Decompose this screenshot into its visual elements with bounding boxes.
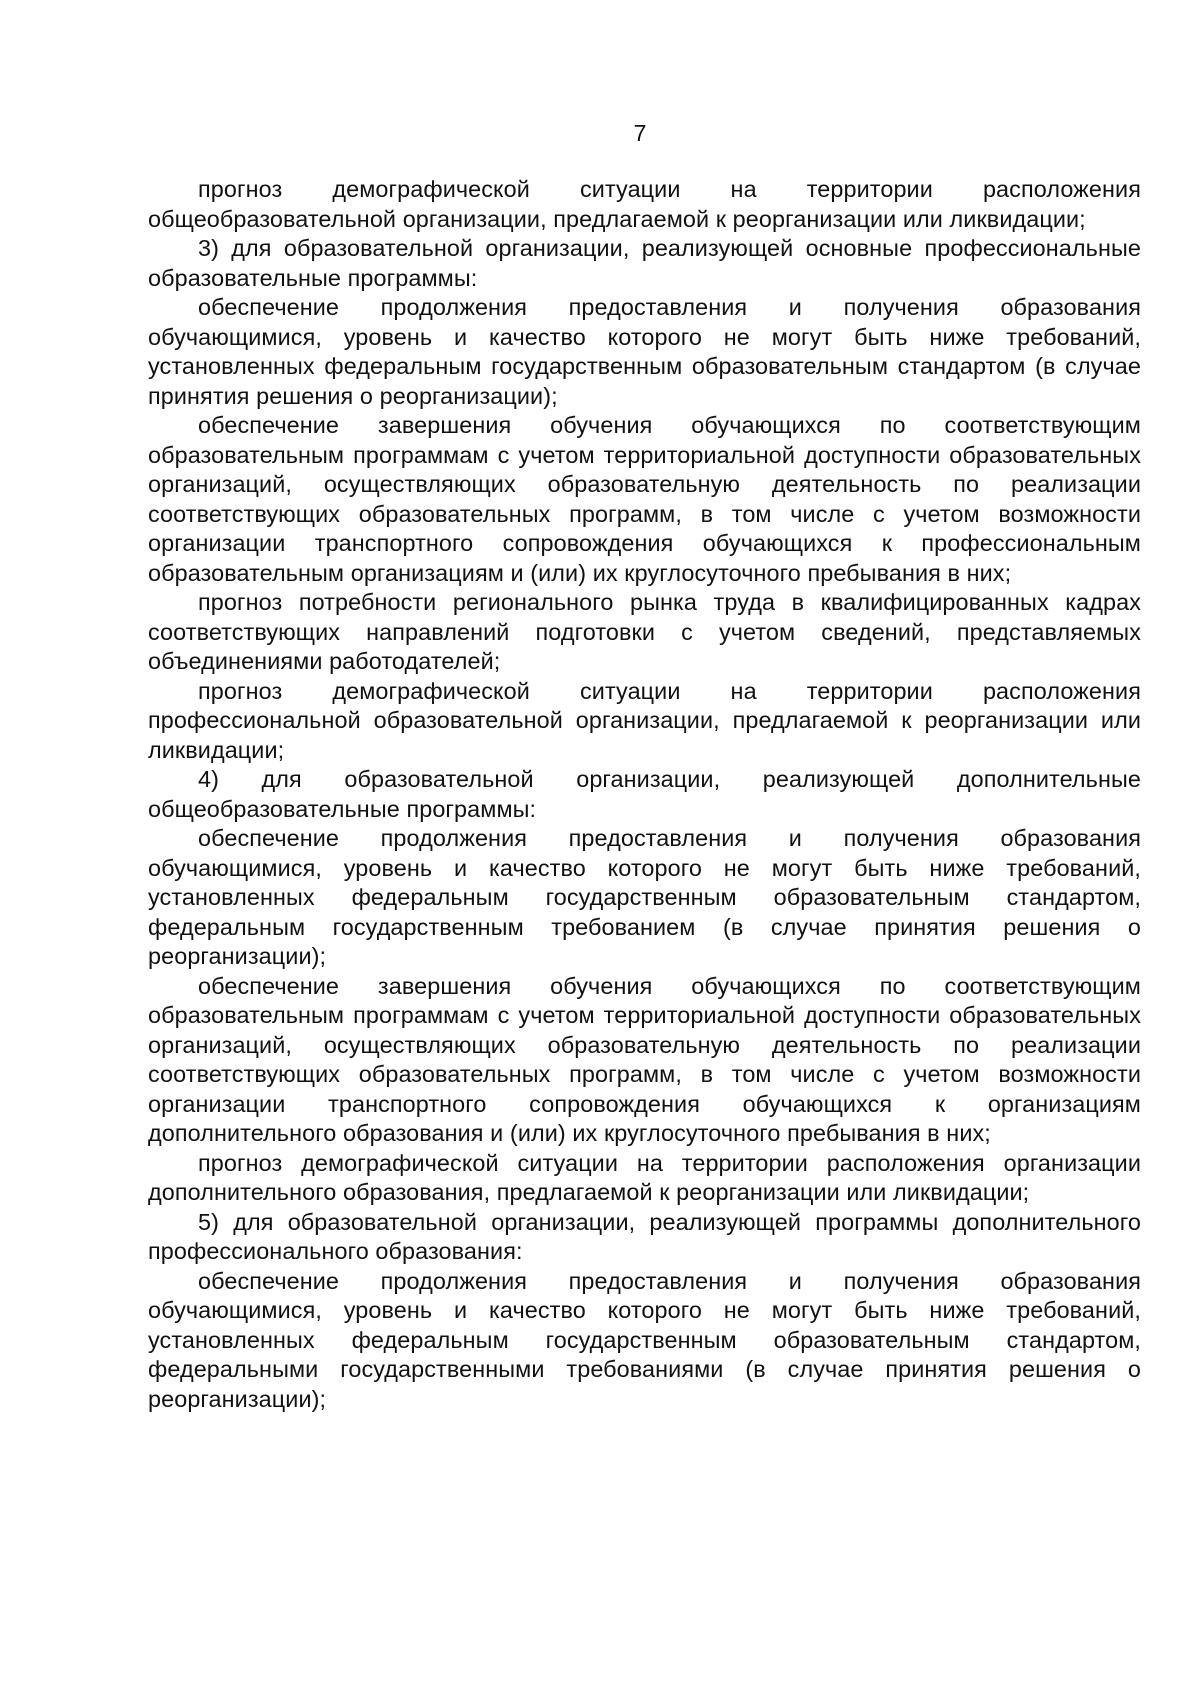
- paragraph: 5) для образовательной организации, реализующей программы дополнительного профессионального образования:: [148, 1208, 1141, 1264]
- paragraph: обеспечение завершения обучения обучающихся по соответствующим образовательным программам с учетом территориальной доступности образовательных организаций, осуществляющих образовательную деятельность по реализации соответствующих образовательных программ, в том числе с учетом возможности организации транспортного сопровождения обучающихся к профессиональным образовательным организациям и (или) их круглосуточного пребывания в них;: [148, 412, 1141, 586]
- document-body: [148, 175, 1141, 1414]
- paragraph: 4) для образовательной организации, реализующей дополнительные общеобразовательные программы:: [148, 766, 1141, 822]
- paragraph: прогноз демографической ситуации на территории расположения профессиональной образовательной организации, предлагаемой к реорганизации или ликвидации;: [148, 677, 1141, 763]
- paragraph: 3) для образовательной организации, реализующей основные профессиональные образовательные программы:: [148, 235, 1141, 291]
- paragraph: прогноз демографической ситуации на территории расположения организации дополнительного образования, предлагаемой к реорганизации или ликвидации;: [148, 1149, 1141, 1205]
- page-number: 7: [633, 120, 647, 146]
- paragraph: прогноз потребности регионального рынка труда в квалифицированных кадрах соответствующих направлений подготовки с учетом сведений, представляемых объединениями работодателей;: [148, 589, 1141, 674]
- paragraph: обеспечение продолжения предоставления и получения образования обучающимися, уровень и качество которого не могут быть ниже требований, установленных федеральным государственным образовательным стандартом, федеральными государственными требованиями (в случае принятия решения о реорганизации);: [148, 1267, 1141, 1412]
- paragraph: прогноз демографической ситуации на территории расположения общеобразовательной организации, предлагаемой к реорганизации или ликвидации;: [148, 176, 1141, 232]
- paragraph: обеспечение продолжения предоставления и получения образования обучающимися, уровень и качество которого не могут быть ниже требований, установленных федеральным государственным образовательным стандартом, федеральным государственным требованием (в случае принятия решения о реорганизации);: [148, 825, 1141, 969]
- paragraph: обеспечение продолжения предоставления и получения образования обучающимися, уровень и качество которого не могут быть ниже требований, установленных федеральным государственным образовательным стандартом (в случае принятия решения о реорганизации);: [148, 294, 1141, 409]
- paragraph: обеспечение завершения обучения обучающихся по соответствующим образовательным программам с учетом территориальной доступности образовательных организаций, осуществляющих образовательную деятельность по реализации соответствующих образовательных программ, в том числе с учетом возможности организации транспортного сопровождения обучающихся к организациям дополнительного образования и (или) их круглосуточного пребывания в них;: [148, 972, 1141, 1146]
